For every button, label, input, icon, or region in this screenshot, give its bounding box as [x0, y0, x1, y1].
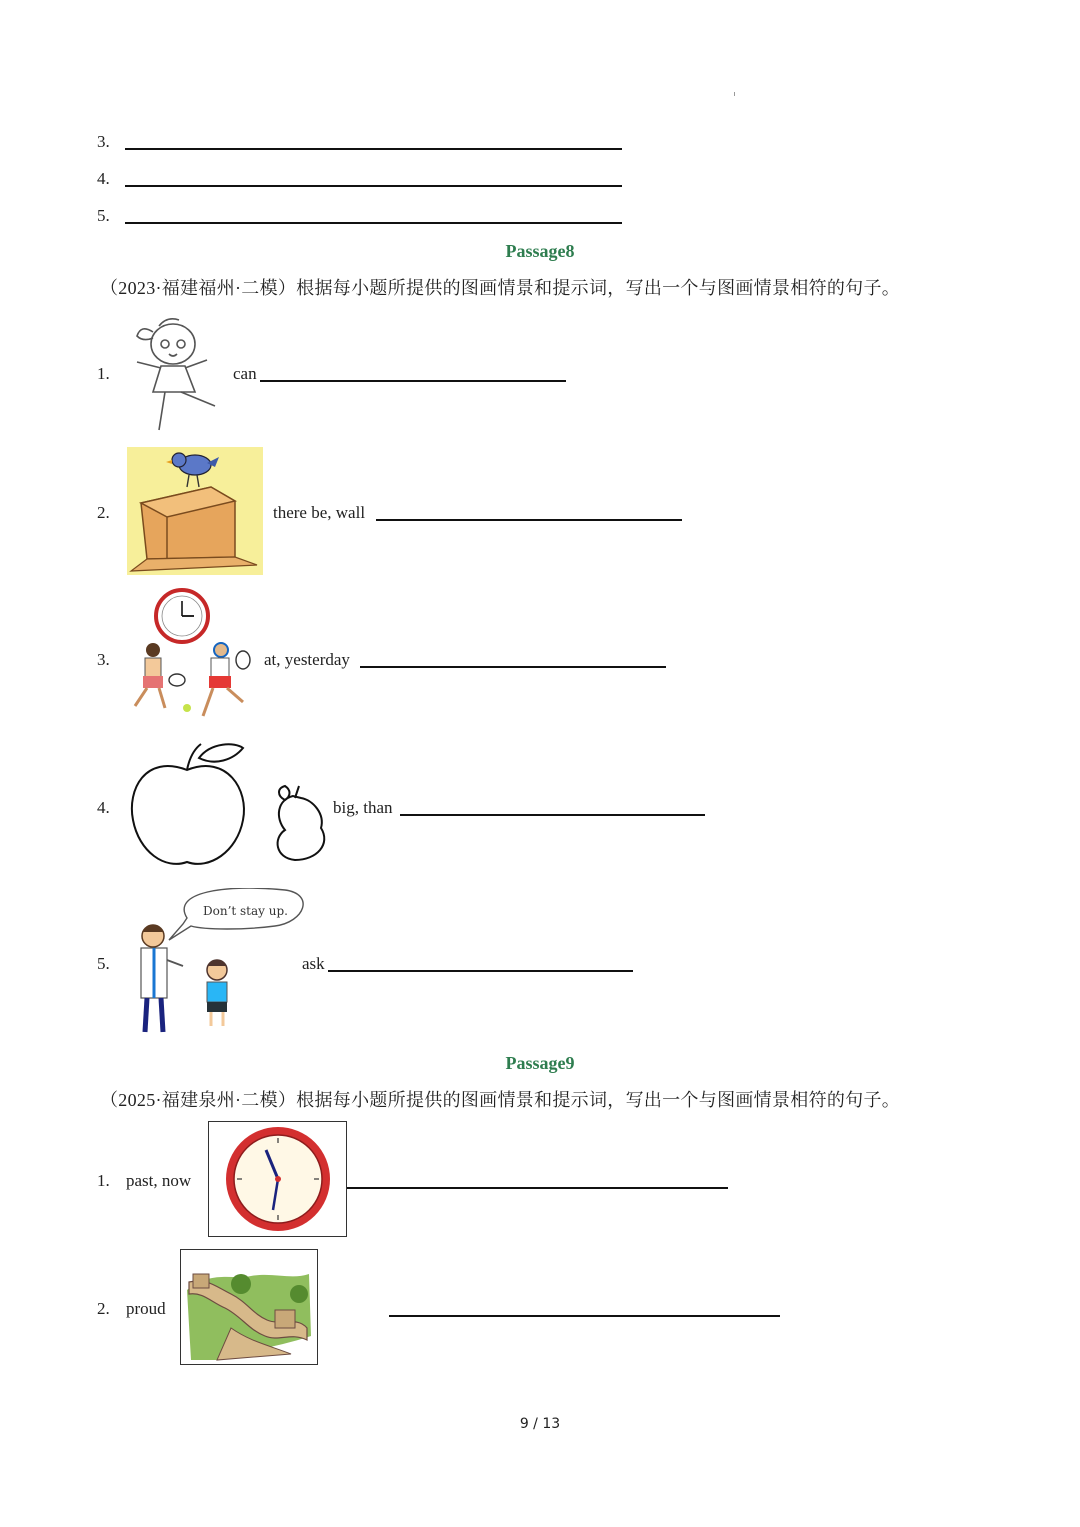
answer-line[interactable]: [125, 148, 622, 150]
answer-number: 5.: [97, 206, 110, 225]
passage-instruction: （2025·福建泉州·二模）根据每小题所提供的图画情景和提示词，写出一个与图画情景相符的句子。: [100, 1090, 901, 1110]
item-hint: there be, wall: [273, 503, 366, 522]
great-wall-picture-frame: [180, 1249, 318, 1365]
item-hint: ask: [302, 954, 325, 973]
bird-on-box-picture: [127, 447, 263, 575]
item-number: 3.: [97, 650, 110, 669]
item-number: 2.: [97, 503, 110, 522]
item-hint: past, now: [126, 1171, 192, 1190]
passage-title: Passage8: [505, 241, 575, 261]
answer-line[interactable]: [376, 519, 682, 521]
answer-line[interactable]: [125, 185, 622, 187]
answer-number: 3.: [97, 132, 110, 151]
answer-line[interactable]: [389, 1315, 780, 1317]
page-number: 9 / 13: [519, 1416, 561, 1432]
answer-line[interactable]: [328, 970, 633, 972]
answer-line[interactable]: [125, 222, 622, 224]
item-hint: at, yesterday: [264, 650, 350, 669]
item-hint: proud: [126, 1299, 166, 1318]
answer-line[interactable]: [347, 1187, 728, 1189]
item-number: 2.: [97, 1299, 110, 1318]
item-number: 1.: [97, 1171, 110, 1190]
wall-clock-picture-frame: [208, 1121, 347, 1237]
answer-number: 4.: [97, 169, 110, 188]
item-hint: big, than: [333, 798, 393, 817]
item-hint: can: [233, 364, 257, 383]
passage-title: Passage9: [505, 1053, 575, 1073]
great-wall-picture: [181, 1250, 317, 1364]
answer-line[interactable]: [260, 380, 566, 382]
wall-clock-picture: [209, 1122, 346, 1236]
item-number: 1.: [97, 364, 110, 383]
item-number: 4.: [97, 798, 110, 817]
answer-line[interactable]: [360, 666, 666, 668]
answer-line[interactable]: [400, 814, 705, 816]
dancing-girl-picture: [125, 312, 230, 434]
speech-bubble-text: Don’t stay up.: [203, 904, 288, 918]
item-number: 5.: [97, 954, 110, 973]
tennis-players-clock-picture: [125, 588, 257, 728]
passage-instruction: （2023·福建福州·二模）根据每小题所提供的图画情景和提示词，写出一个与图画情景相符的句子。: [100, 278, 901, 298]
apple-and-pear-picture: [125, 740, 335, 872]
stray-mark: [734, 92, 735, 96]
